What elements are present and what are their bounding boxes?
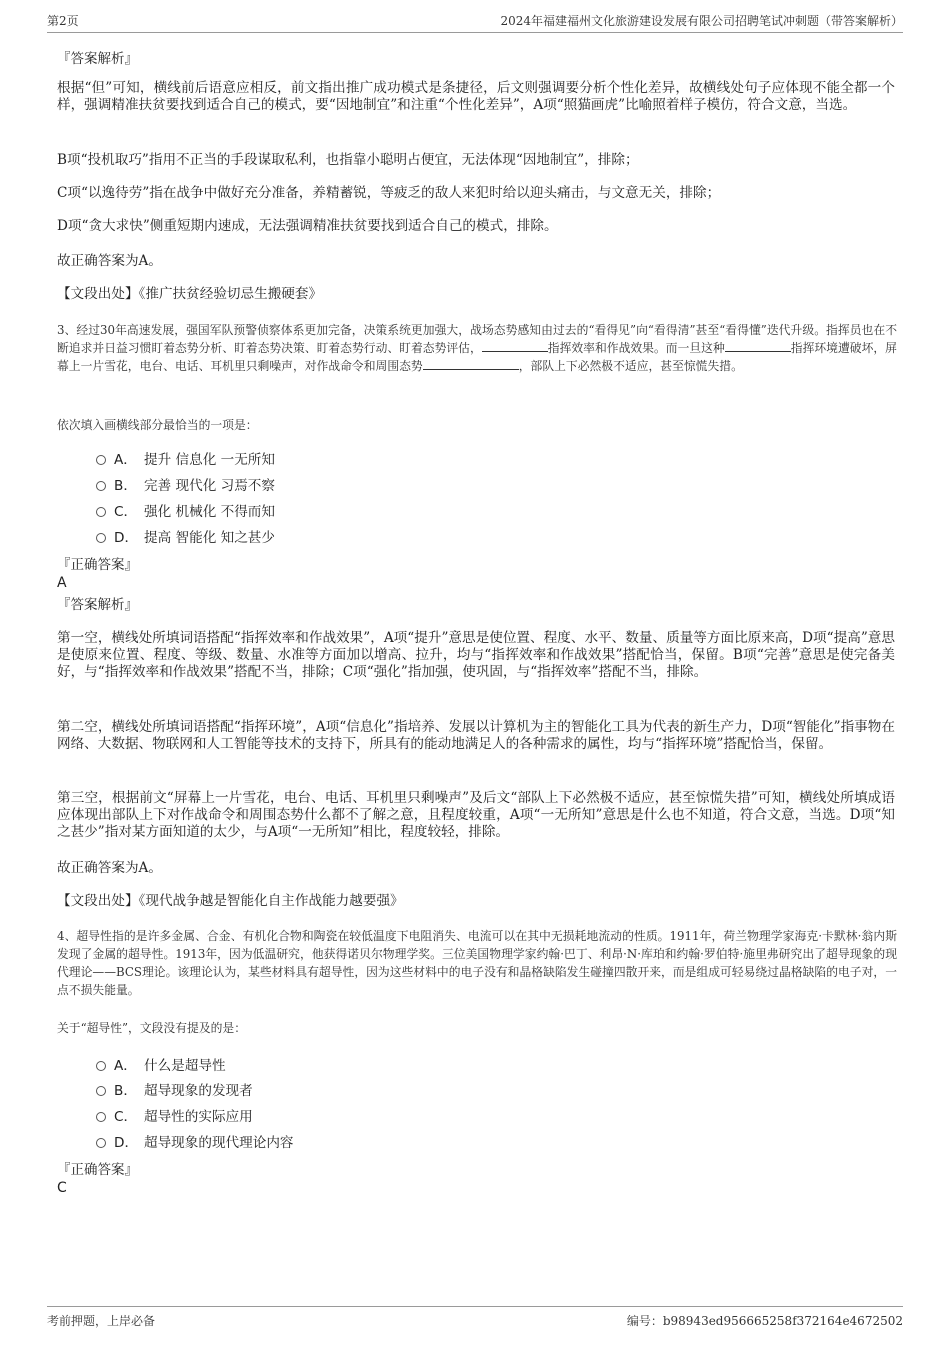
radio-icon[interactable] bbox=[96, 507, 106, 517]
option-b[interactable]: B． 完善 现代化 习焉不察 bbox=[96, 477, 275, 495]
document-id: 编号：b98943ed956665258f372164e4672502 bbox=[626, 1314, 903, 1328]
option-c[interactable]: C． 强化 机械化 不得而知 bbox=[96, 503, 275, 521]
analysis-heading: 『答案解析』 bbox=[57, 51, 138, 67]
option-b[interactable]: B． 超导现象的发现者 bbox=[96, 1082, 253, 1100]
footer-slogan: 考前押题，上岸必备 bbox=[47, 1314, 156, 1328]
analysis-paragraph: 第二空，横线处所填词语搭配“指挥环境”，A项“信息化”指培养、发展以计算机为主的智能化工具为代表的新生产力，D项“智能化”指事物在网络、大数据、物联网和人工智能等技术的支持下，所具有的能动地满足人的各种需求的属性，均与“指挥环境”搭配恰当，保留。 bbox=[57, 719, 895, 752]
correct-answer: C bbox=[57, 1180, 67, 1196]
option-d[interactable]: D． 提高 智能化 知之甚少 bbox=[96, 529, 275, 547]
radio-icon[interactable] bbox=[96, 481, 106, 491]
fill-blank bbox=[482, 339, 548, 352]
correct-answer-heading: 『正确答案』 bbox=[57, 1162, 138, 1178]
analysis-conclusion: 故正确答案为A。 bbox=[57, 253, 162, 269]
question-3-prompt: 依次填入画横线部分最恰当的一项是： bbox=[57, 418, 258, 432]
source-citation: 【文段出处】《现代战争越是智能化自主作战能力越要强》 bbox=[57, 893, 404, 909]
analysis-paragraph: 第三空，根据前文“屏幕上一片雪花，电台、电话、耳机里只剩噪声”及后文“部队上下必然极不适应，甚至惊慌失措”可知，横线处所填成语应体现出部队上下对作战命令和周围态势什么都不了解之意，且程度较重，A项“一无所知”意思是什么也不知道，符合文意，当选。D项“知之甚少”指对某方面知道的太少，与A项“一无所知”相比，程度较轻，排除。 bbox=[57, 790, 895, 840]
question-3-stem: 3、经过30年高速发展，强国军队预警侦察体系更加完备，决策系统更加强大，战场态势感知由过去的“看得见”向“看得清”甚至“看得懂”迭代升级。指挥员也在不断追求并日益习惯盯着态势分析、盯着态势决策、盯着态势行动、盯着态势评估， 指挥效率和作战效果。而一旦这种 指挥环境遭破坏，屏幕上一片雪花，电台、电话、耳机里只剩噪声，对作战命令和周围态势 ，部队上下必然极不适应，甚至惊慌失措。 bbox=[57, 323, 897, 373]
analysis-heading: 『答案解析』 bbox=[57, 597, 138, 613]
radio-icon[interactable] bbox=[96, 1112, 106, 1122]
page-number: 第2页 bbox=[47, 14, 79, 28]
source-citation: 【文段出处】《推广扶贫经验切忌生搬硬套》 bbox=[57, 286, 323, 302]
analysis-paragraph: 第一空，横线处所填词语搭配“指挥效率和作战效果”，A项“提升”意思是使位置、程度、水平、数量、质量等方面比原来高，D项“提高”意思是使原来位置、程度、等级、数量、水准等方面加以增高、拉升，均与“指挥效率和作战效果”搭配恰当，保留。B项“完善”意思是使完备美好，与“指挥效率和作战效果”搭配不当，排除；C项“强化”指加强，使巩固，与“指挥效率”搭配不当，排除。 bbox=[57, 630, 895, 680]
analysis-paragraph: D项“贪大求快”侧重短期内速成，无法强调精准扶贫要找到适合自己的模式，排除。 bbox=[57, 218, 558, 234]
radio-icon[interactable] bbox=[96, 533, 106, 543]
footer-divider bbox=[47, 1306, 903, 1307]
header-divider bbox=[47, 32, 903, 33]
analysis-paragraph: B项“投机取巧”指用不正当的手段谋取私利，也指靠小聪明占便宜，无法体现“因地制宜”，排除； bbox=[57, 152, 639, 168]
question-4-prompt: 关于“超导性”，文段没有提及的是： bbox=[57, 1021, 247, 1035]
page-header bbox=[47, 12, 903, 32]
correct-answer-heading: 『正确答案』 bbox=[57, 557, 138, 573]
analysis-paragraph: 根据“但”可知，横线前后语意应相反，前文指出推广成功模式是条捷径，后文则强调要分析个性化差异，故横线处句子应体现不能全都一个样，强调精准扶贫要找到适合自己的模式，要“因地制宜”和注重“个性化差异”，A项“照猫画虎”比喻照着样子模仿，符合文意，当选。 bbox=[57, 80, 895, 113]
analysis-conclusion: 故正确答案为A。 bbox=[57, 860, 162, 876]
radio-icon[interactable] bbox=[96, 1086, 106, 1096]
option-a[interactable]: A． 提升 信息化 一无所知 bbox=[96, 451, 275, 469]
radio-icon[interactable] bbox=[96, 455, 106, 465]
page-footer bbox=[47, 1312, 903, 1332]
option-a[interactable]: A． 什么是超导性 bbox=[96, 1057, 226, 1075]
fill-blank bbox=[423, 357, 519, 370]
option-d[interactable]: D． 超导现象的现代理论内容 bbox=[96, 1134, 294, 1152]
fill-blank bbox=[725, 339, 791, 352]
option-c[interactable]: C． 超导性的实际应用 bbox=[96, 1108, 253, 1126]
analysis-paragraph: C项“以逸待劳”指在战争中做好充分准备，养精蓄锐，等疲乏的敌人来犯时给以迎头痛击，与文意无关，排除； bbox=[57, 185, 721, 201]
document-title: 2024年福建福州文化旅游建设发展有限公司招聘笔试冲刺题（带答案解析） bbox=[500, 14, 903, 28]
correct-answer: A bbox=[57, 575, 67, 591]
question-4-stem: 4、超导性指的是许多金属、合金、有机化合物和陶瓷在较低温度下电阻消失、电流可以在其中无损耗地流动的性质。1911年，荷兰物理学家海克·卡默林·翁内斯发现了金属的超导性。1913年，因为低温研究，他获得诺贝尔物理学奖。三位美国物理学家约翰·巴丁、利昂·N·库珀和约翰·罗伯特·施里弗研究出了超导现象的现代理论——BCS理论。该理论认为，某些材料具有超导性，因为这些材料中的电子没有和晶格缺陷发生碰撞四散开来，而是组成可轻易绕过晶格缺陷的电子对，一点不损失能量。 bbox=[57, 929, 897, 997]
radio-icon[interactable] bbox=[96, 1061, 106, 1071]
radio-icon[interactable] bbox=[96, 1138, 106, 1148]
